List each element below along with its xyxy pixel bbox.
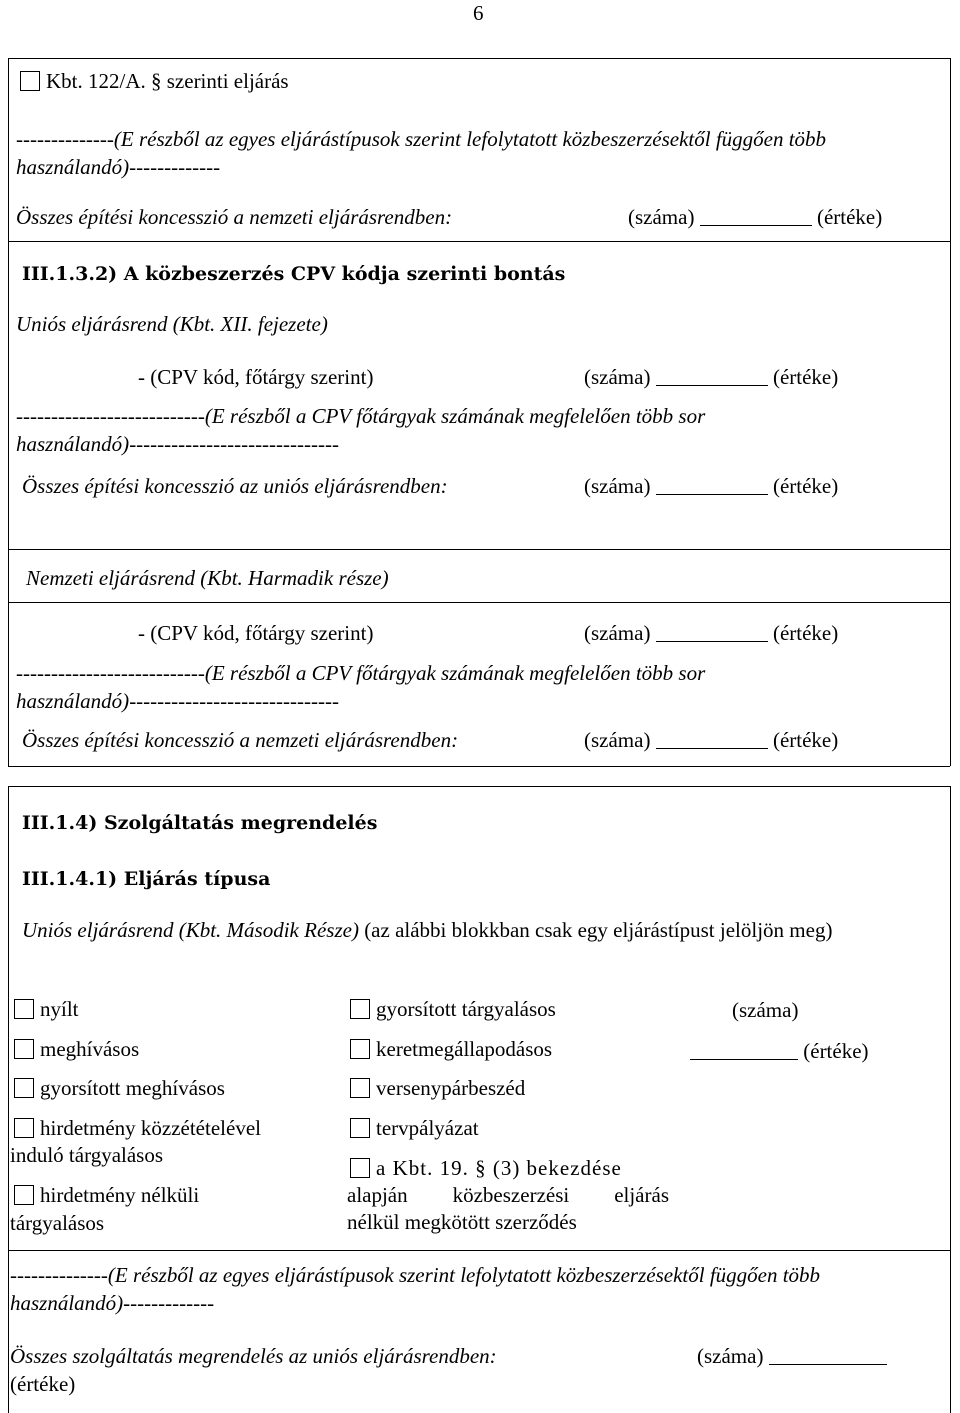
option-label: hirdetmény nélküli [40,1183,200,1207]
count-blank[interactable] [656,623,768,642]
option-versenyparbeszed[interactable] [350,1075,525,1101]
checkbox[interactable] [350,999,370,1019]
szama-label: (száma) [628,205,695,229]
option-label: Kbt. 122/A. § szerinti eljárás [46,69,289,93]
union-instruction [22,916,948,944]
note-word: használandó) [16,689,130,713]
usage-note [16,403,705,429]
divider [8,1250,950,1251]
usage-note-line2 [16,688,339,714]
option-label: nyílt [40,997,79,1021]
erteke-label: (értéke) [772,621,839,645]
frame-bottom-border [8,766,950,767]
count-blank[interactable] [769,1346,887,1365]
count-blank[interactable] [656,730,768,749]
frame-left-border [8,58,9,766]
value-blank[interactable] [690,1041,798,1060]
option-label: gyorsított tárgyalásos [376,997,556,1021]
checkbox[interactable] [14,1185,34,1205]
checkbox[interactable] [20,71,40,91]
total-label: Összes építési koncesszió a nemzeti eljárásrendben: [16,205,453,229]
usage-note [16,660,705,686]
szama-label: (száma) [584,621,651,645]
note-word: használandó) [16,432,130,456]
checkbox[interactable] [14,1039,34,1059]
count-value [584,364,838,390]
option-continuation: alapján közbeszerzési eljárás [347,1183,669,1207]
option-tervpalyazat[interactable] [350,1115,479,1141]
option-label: meghívásos [40,1037,140,1061]
section-heading: III.1.4) Szolgáltatás megrendelés [22,812,378,834]
count-value [690,1038,869,1064]
total-label: Összes építési koncesszió az uniós eljárásrendben: [22,474,448,498]
divider [8,602,950,603]
erteke-label: (értéke) [10,1372,76,1396]
checkbox[interactable] [14,1078,34,1098]
frame-right-border [950,58,951,766]
option-gyorsitott-meghivasos[interactable] [14,1075,225,1101]
frame-top-border [8,58,950,59]
erteke-label: (értéke) [803,1039,869,1063]
national-heading: Nemzeti eljárásrend (Kbt. Harmadik része) [26,566,389,590]
divider [8,241,950,242]
note-dashes: --------------------------- [16,404,205,428]
count-value [584,473,838,499]
section-subheading: III.1.4.1) Eljárás típusa [22,868,271,890]
szama-label: (száma) [697,1344,764,1368]
count-value [697,1343,887,1369]
count-label [628,204,882,230]
page-number: 6 [473,1,484,25]
option-continuation: nélkül megkötött szerződés [347,1210,577,1234]
szama-label: (száma) [584,728,651,752]
note-dashes: ------------------------------ [129,432,339,456]
szama-label: (száma) [584,474,651,498]
option-gyorsitott-targyalasos[interactable] [350,996,556,1022]
option-label: keretmegállapodásos [376,1037,553,1061]
option-label: a Kbt. 19. § (3) bekezdése [376,1156,622,1180]
option-label: tervpályázat [376,1116,479,1140]
checkbox[interactable] [350,1158,370,1178]
checkbox[interactable] [350,1039,370,1059]
count-value [584,727,838,753]
section-heading: III.1.3.2) A közbeszerzés CPV kódja szerinti bontás [22,263,566,285]
total-label: Összes építési koncesszió a nemzeti eljárásrendben: [22,728,459,752]
note-dashes: -------------- [10,1263,108,1287]
checkbox[interactable] [14,999,34,1019]
option-label: versenypárbeszéd [376,1076,526,1100]
checkbox[interactable] [350,1118,370,1138]
option-continuation: tárgyalásos [10,1211,105,1235]
option-meghivasos[interactable] [14,1036,139,1062]
option-hirdetmeny-kozzetetelevel[interactable] [14,1115,261,1141]
checkbox[interactable] [14,1118,34,1138]
cpv-row: - (CPV kód, főtárgy szerint) [138,365,374,389]
kbt-122a-option[interactable] [20,68,289,94]
note-dashes: --------------------------- [16,661,205,685]
note-dashes: ------------------------------ [129,689,339,713]
note-text: (E részből a CPV főtárgyak számának megfelelően több sor [204,404,706,428]
option-label: hirdetmény közzétételével [40,1116,261,1140]
count-value [584,620,838,646]
szama-label: (száma) [732,998,799,1022]
total-label: Összes szolgáltatás megrendelés az uniós eljárásrendben: [10,1344,497,1368]
frame-left-border [8,786,9,1413]
option-hirdetmeny-nelkuli[interactable] [14,1182,199,1208]
union-rest: (az alábbi blokkban csak egy eljárástípust jelöljön meg) [364,918,833,942]
frame-top-border [8,786,950,787]
option-label: gyorsított meghívásos [40,1076,225,1100]
cpv-row: - (CPV kód, főtárgy szerint) [138,621,374,645]
erteke-label: (értéke) [772,474,839,498]
option-continuation: induló tárgyalásos [10,1143,164,1167]
note-text: (E részből az egyes eljárástípusok szerint lefolytatott közbeszerzésektől függően több [107,1263,821,1287]
divider [8,549,950,550]
frame-right-border [950,786,951,1413]
note-text: (E részből a CPV főtárgyak számának megfelelően több sor [204,661,706,685]
count-blank[interactable] [656,367,768,386]
usage-note [10,1262,820,1288]
erteke-label: (értéke) [772,728,839,752]
option-kbt-19[interactable] [350,1155,668,1181]
option-nyilt[interactable] [14,996,79,1022]
szama-label: (száma) [584,365,651,389]
erteke-label: (értéke) [772,365,839,389]
union-heading: Uniós eljárásrend (Kbt. XII. fejezete) [16,312,328,336]
usage-note-line2: használandó)------------- [10,1291,215,1315]
count-blank[interactable] [656,476,768,495]
checkbox[interactable] [350,1078,370,1098]
usage-note: --------------(E részből az egyes eljárástípusok szerint lefolytatott közbeszerzésektől függően több használandó)------------- [16,127,827,179]
usage-note-line2 [16,431,339,457]
count-blank[interactable] [700,207,812,226]
erteke-label: (értéke) [816,205,883,229]
union-italic: Uniós eljárásrend (Kbt. Második Része) [22,918,359,942]
option-keretmegallapodasos[interactable] [350,1036,552,1062]
